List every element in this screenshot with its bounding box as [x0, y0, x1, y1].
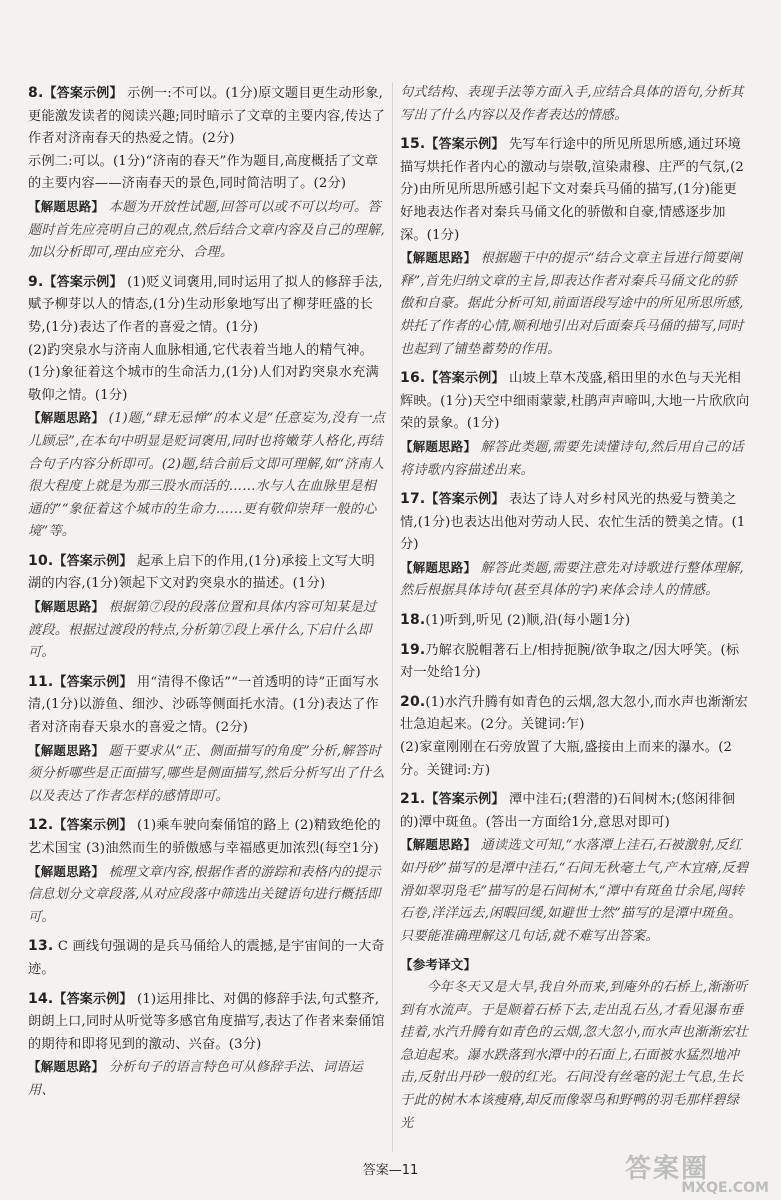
question-number: 16. [400, 370, 426, 387]
analysis-tag: 【解题思路】 [400, 250, 477, 266]
answer-text: (1)运用排比、对偶的修辞手法,句式整齐,朗朗上口,同时从听觉等多感官角度描写,表达了作者来秦俑馆的期待和即将见到的激动、兴奋。(3分) [28, 991, 385, 1052]
answer-text: (1)乘车驶向秦俑馆的路上 (2)精致绝伦的艺术国宝 (3)油然而生的骄傲感与幸福感更加浓烈(每空1分) [28, 818, 381, 856]
page-footer: 答案—11 [362, 1163, 419, 1178]
answer-text: (1)听到,听见 (2)顺,沿(每小题1分) [425, 613, 631, 629]
answer-text: (2)家童刚刚在石旁放置了大瓶,盛接由上而来的瀑水。(2分。关键词:方) [400, 740, 733, 778]
answer-11 [28, 671, 386, 809]
answer-text: 潭中洼石;(碧潜的)石间树木;(悠闲徘徊的)潭中斑鱼。(答出一方面给1分,意思对即可) [400, 792, 736, 830]
analysis-tag: 【解题思路】 [400, 559, 477, 575]
analysis-text: 根据题干中的提示“结合文章主旨进行简要阐释”,首先归纳文章的主旨,即表达作者对秦兵马俑文化的骄傲和自豪。据此分析可知,前面语段写途中的所见所思所感,烘托了作者的心情,顺利地引出对后面秦兵马俑的描写,同时也起到了铺垫蓄势的作用。 [400, 251, 744, 357]
answer-20 [400, 691, 750, 782]
answer-18 [400, 609, 750, 633]
analysis-tag: 【解题思路】 [28, 863, 105, 879]
answer-10 [28, 550, 386, 665]
answer-tag: 【答案示例】 [43, 86, 123, 101]
answer-text: 起承上启下的作用,(1分)承接上文写大明湖的内容,(1分)领起下文对趵突泉水的描述。(1分) [28, 553, 375, 592]
translation-text: 今年冬天又是大旱,我自外而来,到庵外的石桥上,渐渐听到有水流声。于是顺着石桥下去,走出乱石丛,才看见瀑布垂挂着,水汽升腾有如青色的云烟,忽大忽小,而水声也渐渐宏壮急迫起来。瀑水跌落到水潭中的石面上,石面被水猛烈地冲击,反射出丹砂一般的红光。石间没有丝毫的泥土气息,生长于此的树木本该瘦瘠,却反而像翠鸟和野鸭的羽毛那样碧绿光 [400, 979, 748, 1131]
question-number: 13. [28, 938, 54, 955]
answer-text: 先写车行途中的所见所思所感,通过环境描写烘托作者内心的激动与崇敬,渲染肃穆、庄严的气氛,(2分)由所见所思所感引起下文对秦兵马俑的描写,(1分)能更好地表达作者对秦兵马俑文化的骄傲和自豪,情感逐步加深。(1分) [400, 137, 745, 243]
answer-text: 示例二:可以。(1分)“济南的春天”作为题目,高度概括了文章的主要内容——济南春天的景色,同时简洁明了。(2分) [28, 153, 379, 192]
answer-14-continued [400, 82, 750, 127]
answer-13 [28, 935, 386, 981]
analysis-tag: 【解题思路】 [28, 198, 105, 214]
answer-tag: 【答案示例】 [425, 792, 505, 808]
answer-12 [28, 814, 386, 929]
analysis-text: 分析句子的语言特色可从修辞手法、词语运用、 [28, 1060, 363, 1098]
question-number: 18. [400, 612, 426, 629]
answer-tag: 【答案示例】 [425, 371, 505, 387]
analysis-text: 根据第⑦段的段落位置和具体内容可知某是过渡段。根据过渡段的特点,分析第⑦段上承什么,下启什么即可。 [28, 600, 377, 661]
watermark-url: MXQE.COM [681, 1180, 769, 1196]
answer-tag: 【答案示例】 [53, 674, 133, 690]
right-column [400, 82, 750, 1141]
answer-text: (1)贬义词褒用,同时运用了拟人的修辞手法,赋予柳芽以人的情态,(1分)生动形象地写出了柳芽旺盛的长势,(1分)表达了作者的喜爱之情。(1分) [28, 274, 383, 335]
question-number: 8. [28, 85, 44, 101]
analysis-text: (1)题,“肆无忌惮”的本义是“任意妄为,没有一点儿顾忌”,在本句中明显是贬词褒用,同时也将嫩芽人格化,再结合句子内容分析即可。(2)题,结合前后文即可理解,如“济南人很大程度上就是为那三股水而活的……水与人在血脉里是相通的”“象征着这个城市的生命力……更有敬仰崇拜一般的心境”等。 [28, 411, 386, 540]
question-number: 12. [28, 817, 54, 834]
answer-16 [400, 367, 750, 482]
question-number: 17. [400, 491, 426, 508]
analysis-tag: 【解题思路】 [400, 837, 477, 853]
answer-9 [28, 271, 386, 544]
left-column [28, 82, 386, 1109]
question-number: 20. [400, 693, 426, 710]
analysis-text: 解答此类题,需要先读懂诗句,然后用自己的话将诗歌内容描述出来。 [400, 439, 744, 478]
question-number: 14. [28, 990, 54, 1007]
analysis-text: 解答此类题,需要注意先对诗歌进行整体理解,然后根据具体诗句(甚至具体的字)来体会诗人的情感。 [400, 560, 744, 599]
answer-19 [400, 639, 750, 685]
question-number: 9. [28, 273, 44, 290]
question-number: 15. [400, 136, 426, 153]
answer-text: 示例一:不可以。(1分)原文题目更生动形象,更能激发读者的阅读兴趣;同时暗示了文章的主要内容,传达了作者对济南春天的热爱之情。(2分) [28, 86, 386, 147]
answer-text: 表达了诗人对乡村风光的热爱与赞美之情,(1分)也表达出他对劳动人民、农忙生活的赞美之情。(1分) [400, 492, 746, 553]
answer-tag: 【答案示例】 [53, 818, 133, 834]
question-number: 19. [400, 641, 426, 658]
answer-text: (2)趵突泉水与济南人血脉相通,它代表着当地人的精气神。(1分)象征着这个城市的生命活力,(1分)人们对趵突泉水充满敬仰之情。(1分) [28, 342, 379, 403]
answer-tag: 【答案示例】 [53, 553, 133, 569]
analysis-tag: 【解题思路】 [28, 1059, 105, 1075]
answer-17 [400, 488, 750, 603]
answer-8 [28, 82, 386, 265]
question-number: 11. [28, 673, 54, 690]
analysis-text: 本题为开放性试题,回答可以或不可以均可。答题时首先应亮明自己的观点,然后结合文章内容及自己的理解,加以分析即可,理由应充分、合理。 [28, 199, 385, 261]
answer-text: 乃解衣脱帽著石上/相持扼腕/欲争取之/因大呼笑。(标对一处给1分) [400, 642, 740, 681]
analysis-text: 通读选文可知,“水落潭上洼石,石被激射,反红如丹砂”描写的是潭中洼石,“石间无秋毫土气,产木宜瘠,反碧滑如翠羽凫毛”描写的是石间树木,“潭中有斑鱼廿余尾,闯转石卷,洋洋远去,闲暇回缓,如避世士然”描写的是潭中斑鱼。只要能准确理解这几句话,就不难写出答案。 [400, 838, 749, 944]
answer-tag: 【答案示例】 [53, 991, 133, 1007]
watermark-logo [625, 1148, 775, 1196]
analysis-tag: 【解题思路】 [28, 599, 105, 615]
answer-tag: 【答案示例】 [43, 274, 123, 290]
analysis-tag: 【解题思路】 [28, 410, 105, 426]
answer-14 [28, 988, 386, 1103]
answer-text: 山坡上草木茂盛,稻田里的水色与天光相辉映。(1分)天空中细雨蒙蒙,杜鹃声声啼叫,大地一片欣欣向荣的景象。(1分) [400, 371, 750, 432]
answer-tag: 【答案示例】 [425, 137, 505, 153]
question-number: 10. [28, 552, 54, 569]
column-divider [392, 82, 393, 1152]
answer-21 [400, 788, 750, 948]
answer-text: 用“清得不像话”“一首透明的诗”正面写水清,(1分)以游鱼、细沙、沙砾等侧面托水清。(1分)表达了作者对济南春天泉水的喜爱之情。(2分) [28, 674, 379, 736]
answer-text: (1)水汽升腾有如青色的云烟,忽大忽小,而水声也渐渐宏壮急迫起来。(2分。关键词:乍) [400, 694, 748, 733]
translation-tag: 【参考译文】 [400, 957, 477, 973]
answer-15 [400, 133, 750, 361]
analysis-tag: 【解题思路】 [28, 742, 105, 758]
analysis-text: 题干要求从“正、侧面描写的角度”分析,解答时须分析哪些是正面描写,哪些是侧面描写,然后分析写出了什么以及表达了作者怎样的感情即可。 [28, 743, 385, 804]
answer-tag: 【答案示例】 [425, 492, 505, 508]
analysis-tag: 【解题思路】 [400, 438, 477, 454]
reference-translation [400, 954, 750, 1135]
watermark-text: 答案圈 [625, 1154, 710, 1184]
question-number: 21. [400, 791, 426, 808]
answer-text: C 画线句强调的是兵马俑给人的震撼,是宇宙间的一大奇迹。 [28, 939, 385, 977]
analysis-text: 句式结构、表现手法等方面入手,应结合具体的语句,分析其写出了什么内容以及作者表达的情感。 [400, 85, 744, 123]
analysis-text: 梳理文章内容,根据作者的游踪和表格内的提示信息划分文章段落,从对应段落中筛选出关键语句进行概括即可。 [28, 864, 381, 925]
